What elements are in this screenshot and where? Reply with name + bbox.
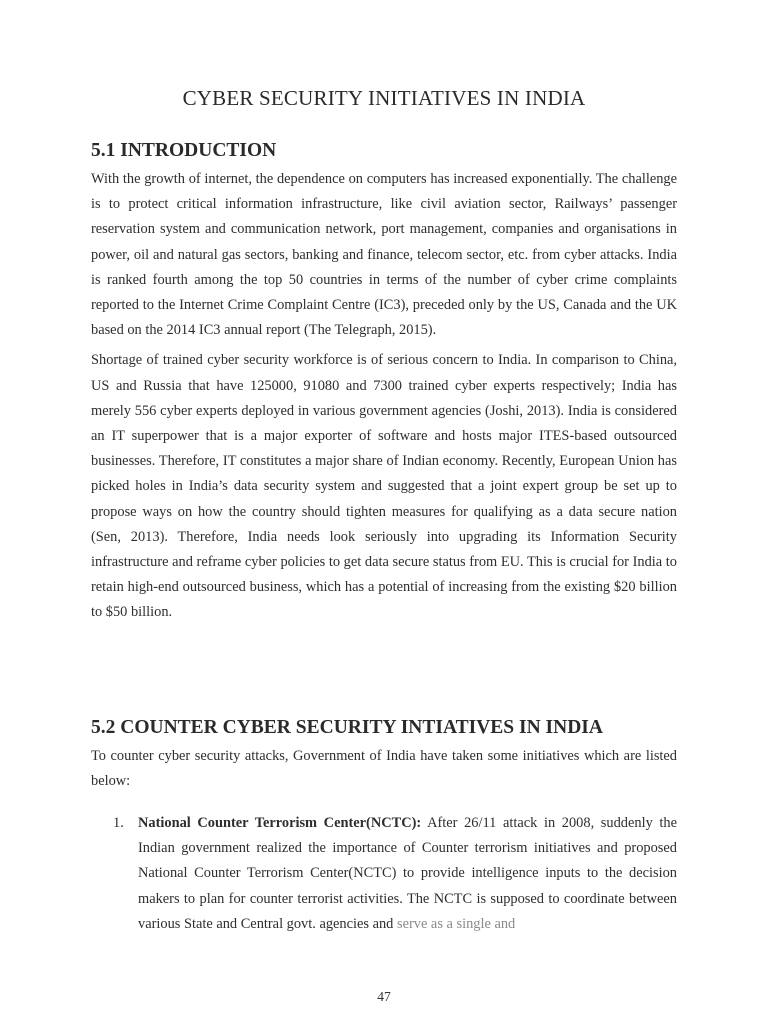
section-counter-initiatives bbox=[91, 717, 677, 794]
list-item bbox=[91, 811, 677, 937]
list-item-faded-text: serve as a single and bbox=[396, 915, 516, 932]
section-heading-introduction: 5.1 INTRODUCTION bbox=[91, 140, 277, 161]
paragraph-counter-intro: To counter cyber security attacks, Government of India have taken some initiatives which are listed below: bbox=[91, 748, 677, 790]
document-title: CYBER SECURITY INITIATIVES IN INDIA bbox=[182, 86, 586, 110]
section-heading-counter-initiatives: 5.2 COUNTER CYBER SECURITY INTIATIVES IN INDIA bbox=[91, 717, 603, 738]
initiatives-list bbox=[91, 811, 677, 937]
section-introduction bbox=[91, 140, 677, 626]
list-item-number: 1. bbox=[113, 815, 124, 831]
page-number: 47 bbox=[377, 989, 391, 1004]
paragraph-introduction-1: With the growth of internet, the dependence on computers has increased exponentially. The challenge is to protect critical information infrastructure, like civil aviation sector, Railways’ passenger reservation system and communication network, port management, companies and organisations in power, oil and natural gas sectors, banking and finance, telecom sector, etc. from cyber attacks. India is ranked fourth among the top 50 countries in terms of the number of cyber crime complaints reported to the Internet Crime Complaint Centre (IC3), preceded only by the US, Canada and the UK based on the 2014 IC3 annual report (The Telegraph, 2015). bbox=[91, 171, 677, 339]
paragraph-introduction-2: Shortage of trained cyber security workforce is of serious concern to India. In comparison to China, US and Russia that have 125000, 91080 and 7300 trained cyber experts respectively; India has merely 556 cyber experts deployed in various government agencies (Joshi, 2013). India is considered an IT superpower that is a major exporter of software and hosts major ITES-based outsourced businesses. Therefore, IT constitutes a major share of Indian economy. Recently, European Union has picked holes in India’s data security system and suggested that a joint expert group be set up to propose ways on how the country should tighten measures for qualifying as a data secure nation (Sen, 2013). Therefore, India needs look seriously into upgrading its Information Security infrastructure and reframe cyber policies to get data secure status from EU. This is crucial for India to retain high-end outsourced business, which has a potential of increasing from the existing $20 billion to $50 billion. bbox=[91, 352, 677, 621]
list-item-text: After 26/11 attack in 2008, suddenly the Indian government realized the importance of Counter terrorism initiatives and proposed National Counter Terrorism Center(NCTC) to provide intelligence inputs to the decision makers to plan for counter terrorist activities. The NCTC is supposed to coordinate between various State and Central govt. agencies and bbox=[138, 815, 677, 932]
list-item-term: National Counter Terrorism Center(NCTC): bbox=[138, 815, 422, 831]
